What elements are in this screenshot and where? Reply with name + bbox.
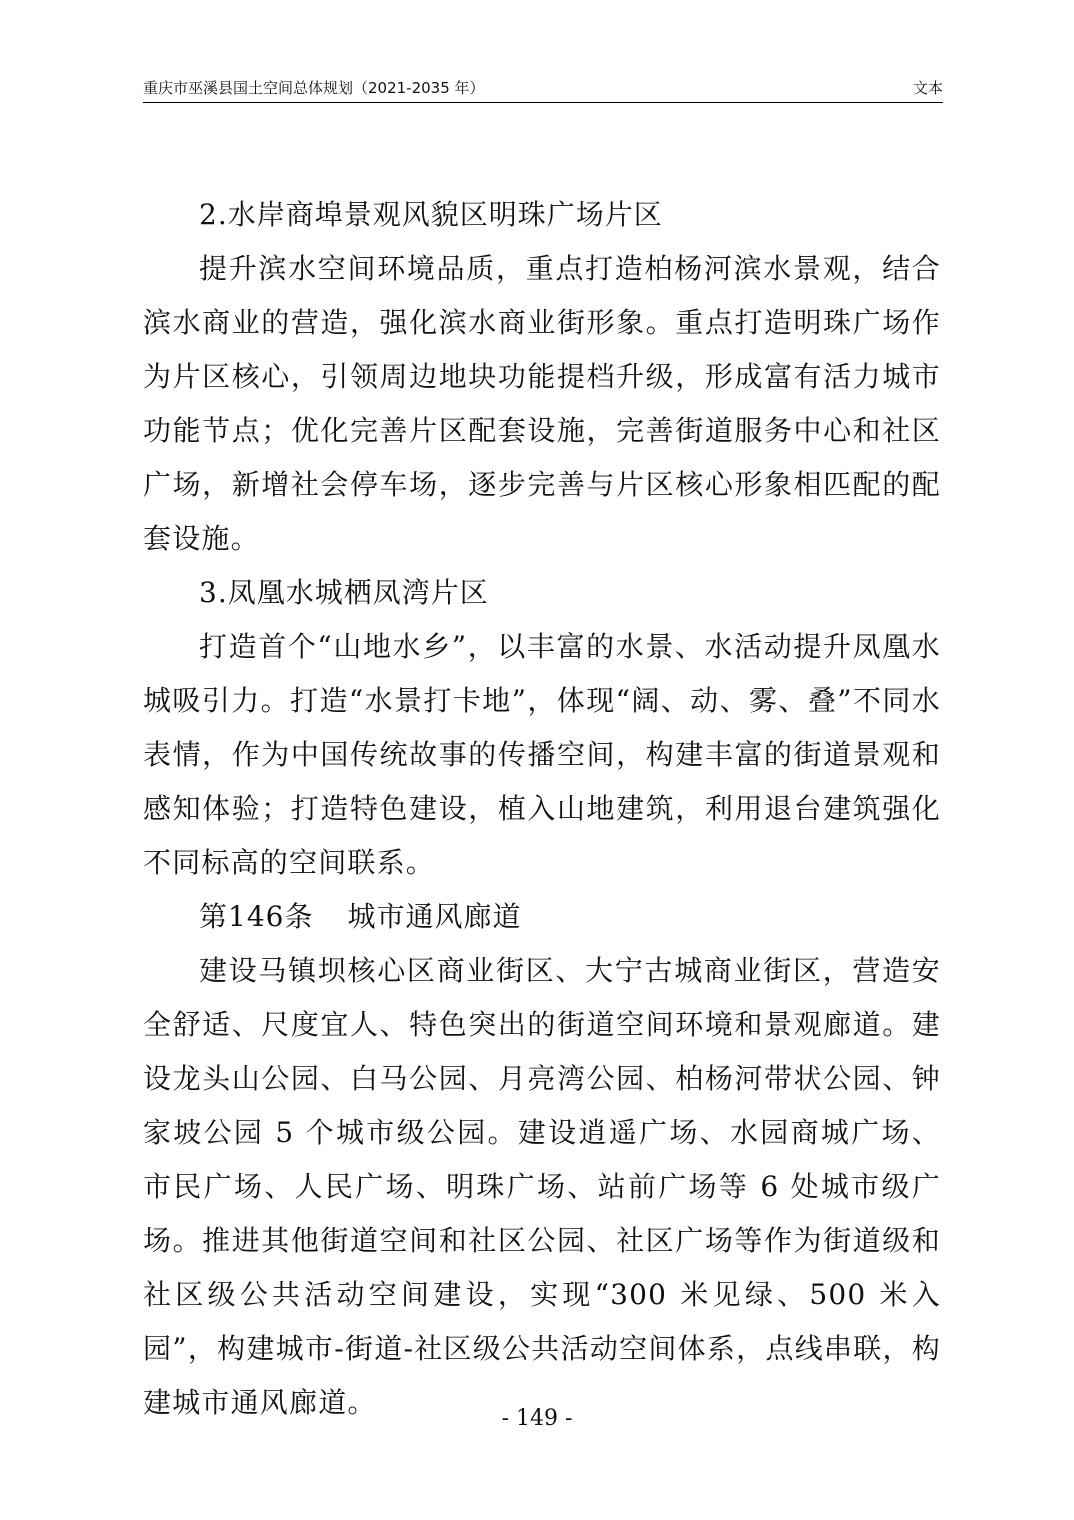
section-2-heading: 2.水岸商埠景观风貌区明珠广场片区	[199, 198, 663, 231]
document-title: 重庆市巫溪县国土空间总体规划（2021-2035 年）	[143, 79, 485, 97]
page-number: - 149 -	[501, 1406, 573, 1431]
article-number: 第146条	[199, 900, 314, 933]
article-paragraph: 建设马镇坝核心区商业街区、大宁古城商业街区，营造安全舒适、尺度宜人、特色突出的街道空间环境和景观廊道。建设龙头山公园、白马公园、月亮湾公园、柏杨河带状公园、钟家坡公园 5 个城市级公园。建设逍遥广场、水园商城广场、市民广场、人民广场、明珠广场、站前广场等 6 处城市级广场。推进其他街道空间和社区公园、社区广场等作为街道级和社区级公共活动空间建设，实现“300 米见绿、500 米入园”，构建城市-街道-社区级公共活动空间体系，点线串联，构建城市通风廊道。	[143, 954, 941, 1419]
article-title: 城市通风廊道	[347, 900, 522, 933]
document-label: 文本	[912, 79, 943, 97]
section-3-paragraph: 打造首个“山地水乡”，以丰富的水景、水活动提升凤凰水城吸引力。打造“水景打卡地”，体现“阔、动、雾、叠”不同水表情，作为中国传统故事的传播空间，构建丰富的街道景观和感知体验；打造特色建设，植入山地建筑，利用退台建筑强化不同标高的空间联系。	[143, 630, 941, 879]
section-2-paragraph: 提升滨水空间环境品质，重点打造柏杨河滨水景观，结合滨水商业的营造，强化滨水商业街形象。重点打造明珠广场作为片区核心，引领周边地块功能提档升级，形成富有活力城市功能节点；优化完善片区配套设施，完善街道服务中心和社区广场，新增社会停车场，逐步完善与片区核心形象相匹配的配套设施。	[143, 252, 941, 555]
section-3-heading: 3.凤凰水城栖凤湾片区	[199, 576, 489, 609]
page-body	[143, 188, 941, 1430]
article-heading	[143, 890, 941, 944]
running-header	[143, 78, 943, 103]
